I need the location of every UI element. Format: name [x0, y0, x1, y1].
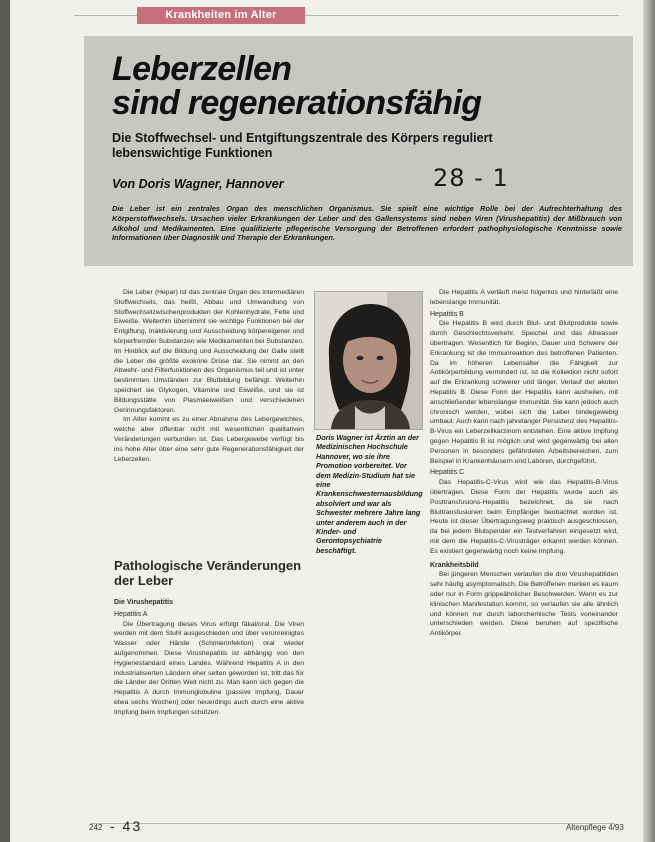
page-number: 242	[89, 823, 103, 832]
paragraph: Im Alter kommt es zu einer Abnahme des Lebergewichtes, welche aber offenbar nicht mit wesentlichen qualitativen Veränderungen verbunden ist. Das Lebergewebe verfügt bis ins hohe Alter über eine sehr gute Regenerationsfähigkeit der Leberzellen.	[114, 416, 304, 463]
journal-issue: Altenpflege 4/93	[566, 823, 624, 832]
paragraph: Das Hepatitis-C-Virus wird wie das Hepatitis-B-Virus übertragen. Diese Form der Hepatitis wurde auch als Posttransfusions-Hepatitis bezeichnet, da sie nach Bluttransfusionen beim Empfänger beobachtet worden ist. Heute ist dieser Übertragungsweg praktisch ausgeschlossen, da bei jedem Blutspender ein Testverfahren eingesetzt wird, mit dem die Hepatitis-C-Virusträger erkannt werden können. Es existiert gegenwärtig noch keine Impfung.	[430, 479, 618, 555]
handwritten-note: 28 - 1	[433, 164, 509, 192]
title-line-2: sind regenerationsfähig	[112, 84, 482, 122]
right-column	[430, 288, 618, 639]
section-heading: Pathologische Veränderungen der Leber	[114, 558, 302, 588]
section-rubric: Krankheiten im Alter	[137, 7, 305, 24]
article-lead: Die Leber ist ein zentrales Organ des menschlichen Organismus. Sie spielt eine wichtige Rolle bei der Aufrechterhaltung des Körperstoffwechsels. Ursachen vieler Erkrankungen der Leber und des Gallensystems sind neben Viren (Virushepatitis) der Mißbrauch von Alkohol und Medikamenten. Eine qualifizierte pflegerische Versorgung der Betroffenen erfordert pathophysiologische Kenntnisse sowie Informationen über Diagnostik und Therapie der Erkrankungen.	[112, 204, 622, 243]
handwritten-page-number: - 43	[110, 818, 143, 834]
section-subheading-2: Hepatitis A	[114, 610, 148, 618]
photo-caption: Doris Wagner ist Ärztin an der Medizinischen Hochschule Hannover, wo sie ihre Promotion vorbereitet. Vor dem Medizin-Studium hat sie eine Krankenschwesternausbildung absolviert und war als Schwester mehrere Jahre lang unter anderem auch in der Kinder- und Gerontopsychiatrie beschäftigt.	[316, 433, 423, 555]
paragraph: Bei jüngeren Menschen verlaufen die drei Virushepatitiden sehr häufig asymptomatisch. Die Betroffenen merken es kaum oder nur in Form grippeähnlicher Beschwerden. Wenn es zur klinischen Manifestation kommt, so verlaufen sie alle ähnlich und können nur durch laborchemische Tests voneinander unterschieden werden. Diese beruhen auf spezifische Antikörper.	[430, 571, 618, 638]
section-subheading: Die Virushepatitis	[114, 599, 174, 606]
subheading-hepatitis-c: Hepatitis C	[430, 469, 465, 477]
title-line-1: Leberzellen	[112, 50, 292, 88]
scan-dark-edge	[0, 0, 10, 842]
author-photo	[314, 291, 423, 430]
article-title	[112, 52, 582, 120]
left-column-lower	[114, 594, 304, 718]
paragraph: Die Leber (Hepar) ist das zentrale Organ des intermediären Stoffwechsels, das heißt, Abbau und Umwandlung von Stoffwechselzwischenprodukten der Kohlenhydrate, Fette und Eiweiße. Weiterhin übernimmt sie wichtige Funktionen bei der Entgiftung, Inaktivierung und Ausscheidung körpereigener und körperfremder Substanzen wie Medikamenten bei Substanzen. Im Hinblick auf die Bildung und Ausscheidung der Galle stellt die Leber die größte exokrine Drüse dar. Sie nimmt an den Abwehr- und Filterfunktionen des Organismus teil und ist unter bestimmten Umständen zur Blutbildung befähigt. Weiterhin speichert sie Glykogen, Vitamine und Eiweiße, und sie ist Bildungsstätte von Plasmaeiweißen und verschiedenen Gerinnungsfaktoren.	[114, 289, 304, 414]
paragraph: Die Übertragung dieses Virus erfolgt fäkal/oral. Die Viren werden mit dem Stuhl ausgeschieden und über verunreinigtes Wasser oder Hände (Schmierinfektion) oral wieder aufgenommen. Diese Virushepatitis ist abhängig von den Hygienestandard eines Landes. Während Hepatitis A in den industrialisierten Ländern eher selten geworden ist, tritt das für die Länder der Dritten Welt nicht zu. Man kann sich gegen die Hepatitis A durch Immunglobuline (passive Impfung, Dauer etwa sechs Wochen) oder neuerdings auch durch eine aktive Impfung beim Impfungen schützen.	[114, 620, 304, 716]
article-byline: Von Doris Wagner, Hannover	[112, 177, 284, 191]
paragraph: Die Hepatitis A verläuft meist folgenlos und hinterläßt eine lebenslange Immunität.	[430, 289, 618, 306]
subheading-hepatitis-b: Hepatitis B	[430, 310, 464, 318]
left-column	[114, 288, 304, 464]
footer-rule	[90, 823, 615, 824]
paragraph: Die Hepatitis B wird durch Blut- und Blutprodukte sowie durch Geschlechtsverkehr, Speichel und das Abwasser übertragen. Wesentlich für Beginn, Dauer und Schwere der Erkrankung ist die Immunreaktion des betroffenen Patienten. Da im höheren Lebensalter die Fähigkeit zur Antikörperbildung vermindert ist, ist die Kollektion nicht sofort auf die Erkrankung schwerer und länger. Verlauf der akuten Hepatitis B. Diese Form der Hepatitis kann ausheilen, mit anschließender lebenslanger Immunität. Sie kann jedoch auch chronisch werden, wobei sich die Leber bindegewebig umbaut. Auch kann nach jahrelanger Persistenz des Hepatitis-B-Virus ein Leberzellkarzinom entstehen. Eine aktive Impfung gegen Hepatitis B ist möglich und wird gegenwärtig bei allen Personen in besonders gefährdeten Arbeitsbereichen, zum Beispiel in Krankenhäusern und Laboren, durchgeführt.	[430, 320, 618, 465]
scan-right-edge	[643, 0, 655, 842]
subheading-krankheitsbild: Krankheitsbild	[430, 561, 479, 569]
article-subtitle: Die Stoffwechsel- und Entgiftungszentrale des Körpers reguliert lebenswichtige Funktionen	[112, 131, 493, 160]
